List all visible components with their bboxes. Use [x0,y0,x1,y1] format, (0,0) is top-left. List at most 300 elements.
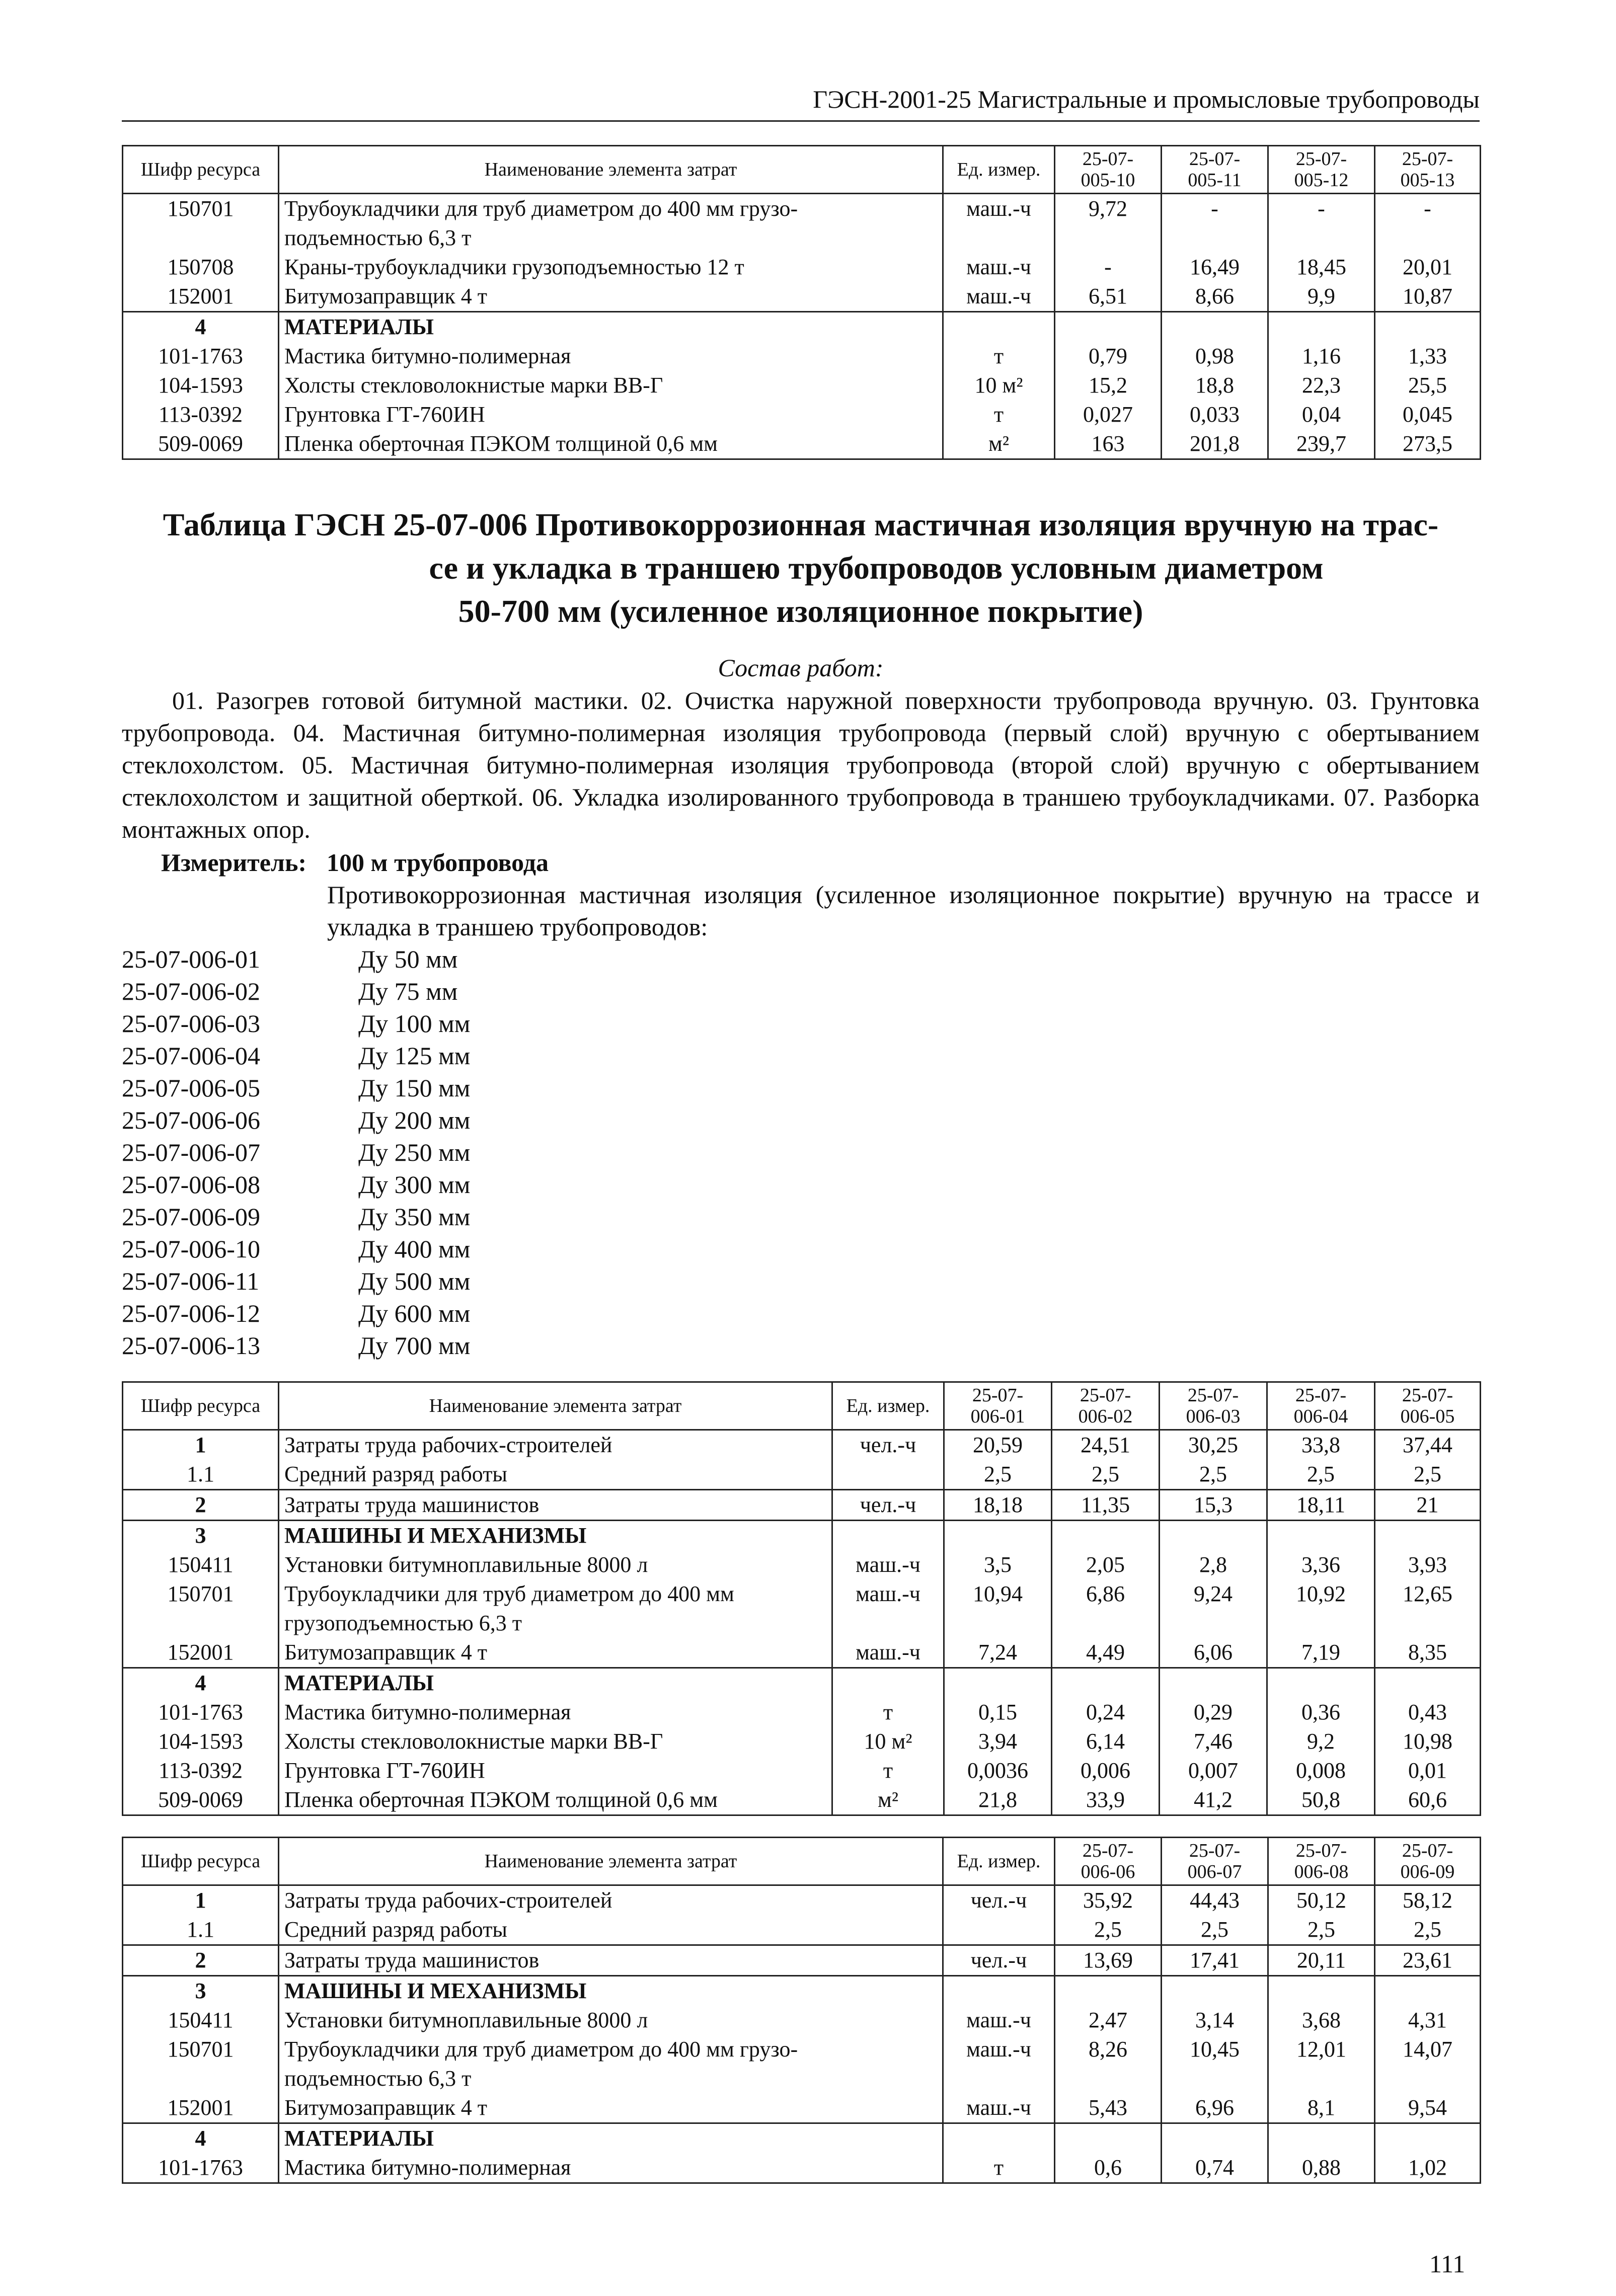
table-row [123,253,1481,282]
cost-item-name: Затраты труда машинистов [279,1490,832,1521]
norm-value: 2,5 [1055,1915,1162,1945]
norm-value: 18,11 [1267,1490,1375,1521]
norm-desc: Ду 700 мм [358,1331,471,1360]
resource-code: 104-1593 [123,371,279,400]
table-row [123,429,1481,459]
cost-item-name: Средний разряд работы [279,1915,943,1945]
norm-value: 14,07 [1375,2035,1481,2064]
norm-value: 4,49 [1052,1638,1160,1668]
norm-value: 273,5 [1375,429,1481,459]
unit: м² [943,429,1055,459]
norm-code: 25-07-006-07 [122,1138,260,1166]
page-number: 111 [1429,2250,1466,2278]
cost-item-name: подъемностью 6,3 т [279,2064,943,2093]
resource-code: 152001 [123,1638,279,1668]
col-header-norm: 25-07- 006-05 [1375,1382,1481,1430]
cost-item-name: Пленка оберточная ПЭКОМ толщиной 0,6 мм [279,429,943,459]
norm-desc: Ду 75 мм [358,977,458,1005]
resource-code: 152001 [123,2093,279,2123]
norm-value: 3,93 [1375,1550,1481,1579]
norm-value: 1,33 [1375,342,1481,371]
unit: т [943,342,1055,371]
norm-value: 0,79 [1055,342,1162,371]
cost-item-name: грузоподъемностью 6,3 т [279,1609,832,1638]
norm-value: 60,6 [1375,1785,1481,1815]
col-header-norm: 25-07- 006-07 [1162,1838,1268,1885]
table-row [123,1609,1481,1638]
norm-value: 6,51 [1055,282,1162,312]
table-row [123,1579,1481,1609]
norm-value: 2,5 [1375,1460,1481,1490]
cost-item-name: Холсты стекловолокнистые марки ВВ-Г [279,1727,832,1756]
section-title: МАТЕРИАЛЫ [279,312,943,342]
table-title-line: Таблица ГЭСН 25-07-006 Противокоррозионная мастичная изоляция вручную на трас- [163,507,1439,542]
norm-value: 17,41 [1162,1945,1268,1976]
norm-code: 25-07-006-06 [122,1106,260,1134]
section-row [123,1521,1481,1551]
norm-value: 0,033 [1162,400,1268,429]
norm-code: 25-07-006-02 [122,977,260,1005]
cost-item-name: Трубоукладчики для труб диаметром до 400 мм грузо- [279,2035,943,2064]
norm-value: 0,29 [1160,1698,1267,1727]
table-row [123,1785,1481,1815]
norm-desc: Ду 350 мм [358,1203,471,1231]
norm-value: 13,69 [1055,1945,1162,1976]
unit: м² [832,1785,944,1815]
section-title: МАШИНЫ И МЕХАНИЗМЫ [279,1521,832,1551]
resource-code: 1 [123,1885,279,1916]
norm-code: 25-07-006-03 [122,1009,260,1038]
norm-value: 0,01 [1375,1756,1481,1785]
measure-unit [161,846,569,879]
resource-code: 2 [123,1490,279,1521]
norm-value: 6,14 [1052,1727,1160,1756]
norm-code: 25-07-006-12 [122,1299,260,1327]
col-header-norm: 25-07- 006-04 [1267,1382,1375,1430]
table-row [123,1698,1481,1727]
table-header-row [123,1838,1481,1885]
section-row [123,1976,1481,2006]
resource-code [123,2064,279,2093]
norm-value: 9,2 [1267,1727,1375,1756]
table-row [123,1460,1481,1490]
cost-item-name: Краны-трубоукладчики грузоподъемностью 12 т [279,253,943,282]
resource-code: 150411 [123,2006,279,2035]
col-header-unit: Ед. измер. [943,1838,1055,1885]
norm-value [1052,1609,1160,1638]
unit: маш.-ч [943,253,1055,282]
norm-value: 4,31 [1375,2006,1481,2035]
norm-code: 25-07-006-04 [122,1042,260,1070]
resource-code: 509-0069 [123,1785,279,1815]
norm-intro: Противокоррозионная мастичная изоляция (усиленное изоляционное покрытие) вручную на трассе и укладка в траншею трубопроводов: [327,881,1480,941]
norm-desc: Ду 250 мм [358,1138,471,1166]
col-header-norm: 25-07- 006-03 [1160,1382,1267,1430]
norm-code: 25-07-006-05 [122,1074,260,1102]
table-row [123,2093,1481,2123]
norm-value: 8,35 [1375,1638,1481,1668]
resource-code: 150701 [123,1579,279,1609]
col-header-norm: 25-07- 006-09 [1375,1838,1481,1885]
norm-table-005 [122,145,1481,460]
norm-value: 0,007 [1160,1756,1267,1785]
norm-value: 50,8 [1267,1785,1375,1815]
norm-value: - [1375,194,1481,224]
section-number: 4 [123,312,279,342]
norm-value [1162,2064,1268,2093]
cost-item-name: Мастика битумно-полимерная [279,342,943,371]
col-header-unit: Ед. измер. [943,146,1055,194]
table-row [123,1915,1481,1945]
resource-code: 104-1593 [123,1727,279,1756]
cost-item-name: Грунтовка ГТ-760ИН [279,400,943,429]
norm-value [944,1609,1052,1638]
norm-desc: Ду 300 мм [358,1170,471,1199]
norm-value: 0,36 [1267,1698,1375,1727]
norm-value: 0,15 [944,1698,1052,1727]
unit: маш.-ч [943,2093,1055,2123]
list-item [122,1233,470,1265]
cost-item-name: Пленка оберточная ПЭКОМ толщиной 0,6 мм [279,1785,832,1815]
col-header-name: Наименование элемента затрат [279,1382,832,1430]
unit [832,1460,944,1490]
table-row [123,400,1481,429]
table-row [123,371,1481,400]
norm-value: 18,45 [1268,253,1375,282]
norm-value: 33,8 [1267,1430,1375,1460]
unit: чел.-ч [943,1945,1055,1976]
norm-value: 2,5 [1267,1460,1375,1490]
resource-code: 1 [123,1430,279,1460]
table-row [123,1945,1481,1976]
norm-value: - [1055,253,1162,282]
norm-value [1160,1609,1267,1638]
section-row [123,1668,1481,1698]
list-item [122,1104,470,1136]
norm-value: 239,7 [1268,429,1375,459]
norm-value: 9,54 [1375,2093,1481,2123]
unit: чел.-ч [832,1490,944,1521]
resource-code: 152001 [123,282,279,312]
table-row [123,342,1481,371]
resource-code: 150701 [123,2035,279,2064]
table-header-row [123,146,1481,194]
resource-code: 1.1 [123,1915,279,1945]
norm-value: 7,24 [944,1638,1052,1668]
table-row [123,1490,1481,1521]
norm-value: 33,9 [1052,1785,1160,1815]
norm-desc: Ду 100 мм [358,1009,471,1038]
unit: т [943,400,1055,429]
norm-value [1055,223,1162,253]
norm-value: 18,8 [1162,371,1268,400]
norm-value: 20,59 [944,1430,1052,1460]
norm-value: 3,5 [944,1550,1052,1579]
norm-value: 9,9 [1268,282,1375,312]
norm-value: 3,14 [1162,2006,1268,2035]
norm-value: 35,92 [1055,1885,1162,1916]
col-header-norm: 25-07- 006-08 [1268,1838,1375,1885]
unit: маш.-ч [943,2035,1055,2064]
unit: т [832,1756,944,1785]
norm-value: 8,66 [1162,282,1268,312]
unit: маш.-ч [832,1638,944,1668]
norm-value: 3,68 [1268,2006,1375,2035]
unit: маш.-ч [832,1579,944,1609]
norm-value [1162,223,1268,253]
norm-code: 25-07-006-01 [122,945,260,973]
table-row [123,1638,1481,1668]
section-number: 4 [123,2123,279,2154]
norm-code: 25-07-006-11 [122,1267,260,1295]
list-item [122,1265,470,1297]
table-row [123,1885,1481,1916]
norm-value: 15,2 [1055,371,1162,400]
section-row [123,312,1481,342]
cost-item-name: подъемностью 6,3 т [279,223,943,253]
resource-code: 509-0069 [123,429,279,459]
cost-item-name: Мастика битумно-полимерная [279,2153,943,2183]
norm-value: 50,12 [1268,1885,1375,1916]
unit [943,223,1055,253]
unit: маш.-ч [943,194,1055,224]
resource-code: 1.1 [123,1460,279,1490]
unit: маш.-ч [943,2006,1055,2035]
norm-value: 23,61 [1375,1945,1481,1976]
col-header-norm: 25-07- 005-11 [1162,146,1268,194]
cost-item-name: Трубоукладчики для труб диаметром до 400 мм [279,1579,832,1609]
norm-value: 5,43 [1055,2093,1162,2123]
col-header-unit: Ед. измер. [832,1382,944,1430]
norm-value: 10,45 [1162,2035,1268,2064]
cost-item-name: Холсты стекловолокнистые марки ВВ-Г [279,371,943,400]
list-item [122,1007,470,1040]
cost-item-name: Установки битумноплавильные 8000 л [279,2006,943,2035]
unit: чел.-ч [832,1430,944,1460]
norm-value: 2,8 [1160,1550,1267,1579]
norm-value: 22,3 [1268,371,1375,400]
norm-desc: Ду 600 мм [358,1299,471,1327]
table-title [122,503,1480,633]
resource-code: 2 [123,1945,279,1976]
norm-value [1268,223,1375,253]
norm-value: 9,24 [1160,1579,1267,1609]
table-row [123,1756,1481,1785]
table-row [123,2064,1481,2093]
norm-desc: Ду 150 мм [358,1074,471,1102]
norm-value: 3,36 [1267,1550,1375,1579]
norm-value: 2,5 [944,1460,1052,1490]
norm-value: 2,5 [1375,1915,1481,1945]
measure-value: 100 м трубопровода [327,848,549,877]
resource-code: 150708 [123,253,279,282]
norm-value: 2,5 [1160,1460,1267,1490]
table-title-line: се и укладка в траншею трубопроводов условным диаметром [429,550,1324,586]
cost-item-name: Затраты труда рабочих-строителей [279,1885,943,1916]
list-item [122,1072,470,1104]
norm-value: 9,72 [1055,194,1162,224]
col-header-norm: 25-07- 006-01 [944,1382,1052,1430]
norm-value: 0,006 [1052,1756,1160,1785]
norm-value: 0,6 [1055,2153,1162,2183]
norm-desc: Ду 50 мм [358,945,458,973]
section-title: МАШИНЫ И МЕХАНИЗМЫ [279,1976,943,2006]
col-header-code: Шифр ресурса [123,146,279,194]
norm-value: 10,98 [1375,1727,1481,1756]
norm-value: 2,5 [1052,1460,1160,1490]
norm-value [1268,2064,1375,2093]
norm-value: 12,65 [1375,1579,1481,1609]
cost-item-name: Трубоукладчики для труб диаметром до 400 мм грузо- [279,194,943,224]
norm-value [1267,1609,1375,1638]
list-item [122,1297,470,1329]
section-title: МАТЕРИАЛЫ [279,2123,943,2154]
norm-value: 6,96 [1162,2093,1268,2123]
norm-value: 37,44 [1375,1430,1481,1460]
list-item [122,943,470,975]
norm-value: 10,92 [1267,1579,1375,1609]
table-row [123,1727,1481,1756]
unit: 10 м² [943,371,1055,400]
list-item [122,975,470,1007]
norm-value: 0,0036 [944,1756,1052,1785]
norm-value: 2,5 [1162,1915,1268,1945]
section-number: 4 [123,1668,279,1698]
table-row [123,2153,1481,2183]
norm-value: 20,11 [1268,1945,1375,1976]
norm-value: 16,49 [1162,253,1268,282]
col-header-norm: 25-07- 006-06 [1055,1838,1162,1885]
table-row [123,282,1481,312]
norm-value [1375,2064,1481,2093]
unit: маш.-ч [832,1550,944,1579]
norm-value: - [1162,194,1268,224]
list-item [122,1136,470,1168]
unit: т [943,2153,1055,2183]
norm-value: 0,74 [1162,2153,1268,2183]
col-header-name: Наименование элемента затрат [279,146,943,194]
norm-value: 0,98 [1162,342,1268,371]
norm-value: 25,5 [1375,371,1481,400]
cost-item-name: Мастика битумно-полимерная [279,1698,832,1727]
norm-value: 0,04 [1268,400,1375,429]
work-composition-label: Состав работ: [718,654,884,682]
resource-code: 113-0392 [123,1756,279,1785]
resource-code: 101-1763 [123,1698,279,1727]
resource-code [123,223,279,253]
norm-desc: Ду 200 мм [358,1106,471,1134]
table-row [123,223,1481,253]
table-row [123,1430,1481,1460]
cost-item-name: Затраты труда машинистов [279,1945,943,1976]
section-title: МАТЕРИАЛЫ [279,1668,832,1698]
norm-value: 1,02 [1375,2153,1481,2183]
section-number: 3 [123,1521,279,1551]
table-row [123,194,1481,224]
norm-code-list [122,943,470,1362]
col-header-name: Наименование элемента затрат [279,1838,943,1885]
norm-value: 21 [1375,1490,1481,1521]
col-header-code: Шифр ресурса [123,1838,279,1885]
col-header-norm: 25-07- 005-13 [1375,146,1481,194]
col-header-norm: 25-07- 005-10 [1055,146,1162,194]
norm-desc: Ду 125 мм [358,1042,471,1070]
norm-value: 0,43 [1375,1698,1481,1727]
resource-code: 101-1763 [123,2153,279,2183]
norm-value: 10,87 [1375,282,1481,312]
resource-code: 150701 [123,194,279,224]
cost-item-name: Средний разряд работы [279,1460,832,1490]
norm-value: 3,94 [944,1727,1052,1756]
cost-item-name: Битумозаправщик 4 т [279,2093,943,2123]
unit [832,1609,944,1638]
cost-item-name: Затраты труда рабочих-строителей [279,1430,832,1460]
cost-item-name: Установки битумноплавильные 8000 л [279,1550,832,1579]
norm-value: 2,47 [1055,2006,1162,2035]
norm-code: 25-07-006-08 [122,1170,260,1199]
norm-table-006-part1 [122,1381,1481,1816]
norm-value: 6,86 [1052,1579,1160,1609]
table-row [123,2035,1481,2064]
list-item [122,1329,470,1362]
unit: маш.-ч [943,282,1055,312]
norm-value: 8,26 [1055,2035,1162,2064]
norm-value: 1,16 [1268,342,1375,371]
col-header-code: Шифр ресурса [123,1382,279,1430]
measure-label: Измеритель: [161,848,307,877]
norm-value: 11,35 [1052,1490,1160,1521]
work-composition-text: 01. Разогрев готовой битумной мастики. 02. Очистка наружной поверхности трубопровода вручную. 03. Грунтовка трубопровода. 04. Мастичная битумно-полимерная изоляция трубопровода (первый слой) вручную с обертыванием стеклохолстом. 05. Мастичная битумно-полимерная изоляция трубопровода (второй слой) вручную с обертыванием стеклохолстом и защитной оберткой. 06. Укладка изолированного трубопровода в траншею трубоукладчиками. 07. Разборка монтажных опор. [122,686,1480,843]
resource-code [123,1609,279,1638]
table-header-row [123,1382,1481,1430]
norm-value: 8,1 [1268,2093,1375,2123]
norm-value: 18,18 [944,1490,1052,1521]
list-item [122,1168,470,1201]
resource-code: 113-0392 [123,400,279,429]
norm-desc: Ду 400 мм [358,1235,471,1263]
section-row [123,2123,1481,2154]
norm-value: 0,008 [1267,1756,1375,1785]
unit: т [832,1698,944,1727]
norm-code: 25-07-006-10 [122,1235,260,1263]
norm-code: 25-07-006-13 [122,1331,260,1360]
cost-item-name: Грунтовка ГТ-760ИН [279,1756,832,1785]
norm-value: 20,01 [1375,253,1481,282]
norm-value: 2,05 [1052,1550,1160,1579]
resource-code: 101-1763 [123,342,279,371]
norm-value: 15,3 [1160,1490,1267,1521]
list-item [122,1201,470,1233]
norm-value: 201,8 [1162,429,1268,459]
norm-value [1055,2064,1162,2093]
norm-value: 41,2 [1160,1785,1267,1815]
cost-item-name: Битумозаправщик 4 т [279,282,943,312]
norm-value: - [1268,194,1375,224]
norm-value: 24,51 [1052,1430,1160,1460]
norm-value: 0,88 [1268,2153,1375,2183]
norm-value: 7,46 [1160,1727,1267,1756]
norm-value: 0,24 [1052,1698,1160,1727]
norm-value: 2,5 [1268,1915,1375,1945]
norm-value: 21,8 [944,1785,1052,1815]
norm-value: 163 [1055,429,1162,459]
norm-value: 7,19 [1267,1638,1375,1668]
table-row [123,1550,1481,1579]
unit: 10 м² [832,1727,944,1756]
table-title-line: 50-700 мм (усиленное изоляционное покрытие) [458,593,1143,629]
norm-value: 0,045 [1375,400,1481,429]
norm-value: 10,94 [944,1579,1052,1609]
